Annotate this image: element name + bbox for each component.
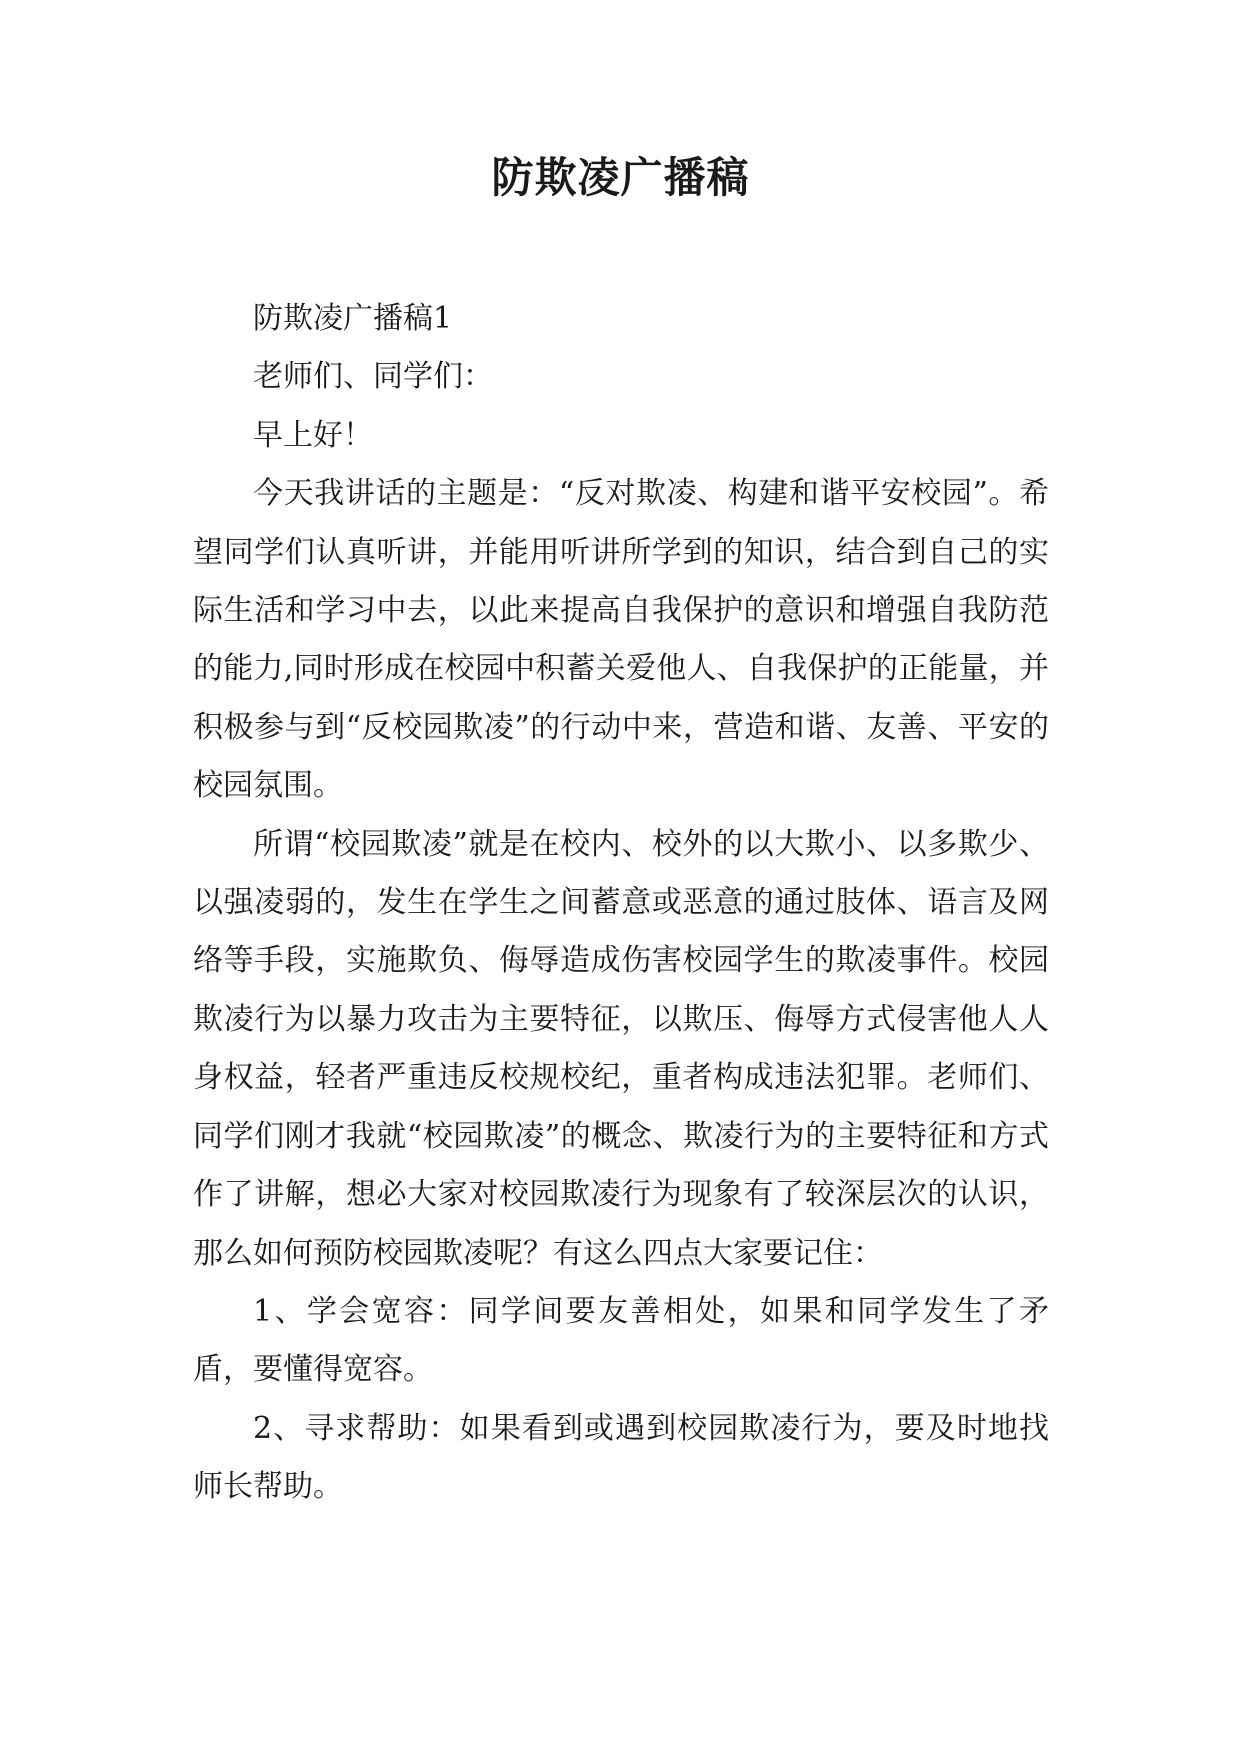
paragraph-theme: 今天我讲话的主题是：“反对欺凌、构建和谐平安校园”。希望同学们认真听讲，并能用听讲所学到的知识，结合到自己的实际生活和学习中去，以此来提高自我保护的意识和增强自我防范的能力,同时形成在校园中积蓄关爱他人、自我保护的正能量，并积极参与到“反校园欺凌”的行动中来，营造和谐、友善、平安的校园氛围。 (193, 476, 1049, 804)
document-body (193, 290, 1049, 1517)
paragraph-salutation: 老师们、同学们： (253, 359, 493, 395)
paragraph-greeting: 早上好！ (253, 417, 373, 453)
paragraph-heading: 防欺凌广播稿1 (253, 301, 453, 336)
paragraph-point-1: 1、学会宽容：同学间要友善相处，如果和同学发生了矛盾，要懂得宽容。 (193, 1293, 1049, 1388)
document-title: 防欺凌广播稿 (491, 153, 750, 202)
paragraph-definition: 所谓“校园欺凌”就是在校内、校外的以大欺小、以多欺少、以强凌弱的，发生在学生之间蓄意或恶意的通过肢体、语言及网络等手段，实施欺负、侮辱造成伤害校园学生的欺凌事件。校园欺凌行为以暴力攻击为主要特征，以欺压、侮辱方式侵害他人人身权益，轻者严重违反校规校纪，重者构成违法犯罪。老师们、同学们刚才我就“校园欺凌”的概念、欺凌行为的主要特征和方式作了讲解，想必大家对校园欺凌行为现象有了较深层次的认识，那么如何预防校园欺凌呢？有这么四点大家要记住： (193, 826, 1049, 1271)
paragraph-point-2: 2、寻求帮助：如果看到或遇到校园欺凌行为，要及时地找师长帮助。 (193, 1410, 1049, 1505)
